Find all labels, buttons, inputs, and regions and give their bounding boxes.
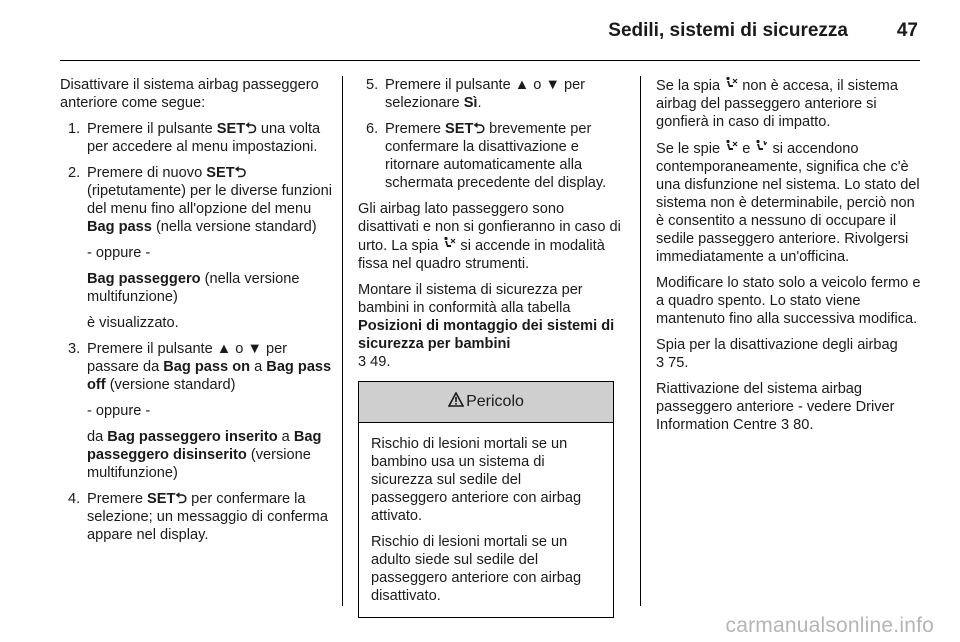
airbag-off-icon <box>442 237 456 253</box>
set-key: SET⮌ <box>216 121 257 137</box>
warning-triangle-icon <box>448 392 464 412</box>
airbag-status-text: Gli airbag lato passeggero sono disattivati e non si gonfieranno in caso di urto. La spia si accende in modalità fissa nel quadro strumenti. <box>358 201 621 272</box>
column-divider <box>640 76 641 606</box>
airbag-on-icon <box>754 140 768 156</box>
danger-body: Rischio di lesioni mortali se un bambino usa un sistema di sicurezza sul sedile del passeggero anteriore con airbag attivato. Rischio di lesioni mortali se un adulto siede sul sedile del passeggero anteriore con airbag disattivato. <box>371 436 582 604</box>
page-header <box>60 20 920 61</box>
watermark: carmanualsonline.info <box>725 614 934 637</box>
set-key: SET⮌ <box>445 121 486 137</box>
step-3: 3. Premere il pulsante ▲ o ▼ per passare da Bag pass on a Bag pass off (versione standard) - oppure - da Bag passeggero inserito a Bag passeggero disinserito (versione multifunzione) <box>68 341 332 481</box>
danger-title: Pericolo <box>466 393 524 410</box>
step-6: 6. Premere SET⮌ brevemente per confermare la disattivazione e ritornare automaticamente alla schermata precedente del display. <box>366 121 607 191</box>
step-1: 1. Premere il pulsante SET⮌ una volta per accedere al menu impostazioni. <box>68 121 321 155</box>
column-1 <box>60 76 332 552</box>
page-title: Sedili, sistemi di sicurezza <box>608 20 848 41</box>
page-reference[interactable]: 3 75. <box>656 355 689 371</box>
column-divider <box>342 76 343 606</box>
column-3: Se la spia non è accesa, il sistema airbag del passeggero anteriore si gonfierà in caso di impatto. Se le spie e si accendono contemporaneamente, significa che c'è una disfunzione nel sistema. Lo stato del sistema non è determinabile, perciò non è consentito a nessuno di occupare il sedile passeggero anteriore. Rivolgersi immediatamente a un'officina. Modificare lo stato solo a veicolo fermo e a quadro spento. Lo stato viene mantenuto fino alla successiva modifica. Spia per la disattivazione degli airbag 3 75. Riattivazione del sistema airbag passeggero anteriore - vedere Driver Information Centre 3 80. <box>656 78 921 433</box>
set-key: SET⮌ <box>206 165 247 181</box>
set-key: SET⮌ <box>147 491 188 507</box>
reference-link[interactable]: Posizioni di montaggio dei sistemi di sicurezza per bambini <box>358 318 615 352</box>
column-2 <box>358 76 624 618</box>
step-2: 2. Premere di nuovo SET⮌ (ripetutamente) per le diverse funzioni del menu fino all'opzione del menu Bag pass (nella versione standard) - oppure - Bag passeggero (nella versione multifunzione) è visualizzato. <box>68 165 332 331</box>
step-5: 5. Premere il pulsante ▲ o ▼ per selezionare Sì. <box>366 77 586 111</box>
page-reference[interactable]: 3 49. <box>358 354 391 370</box>
child-seat-reference: Montare il sistema di sicurezza per bambini in conformità alla tabella Posizioni di montaggio dei sistemi di sicurezza per bambini 3 49. <box>358 282 615 370</box>
danger-header <box>359 382 613 423</box>
airbag-off-icon <box>724 140 738 156</box>
step-4: 4. Premere SET⮌ per confermare la selezione; un messaggio di conferma appare nel display. <box>68 491 328 543</box>
page-number: 47 <box>896 20 918 41</box>
intro-text: Disattivare il sistema airbag passeggero anteriore come segue: <box>60 77 319 111</box>
airbag-off-icon <box>724 77 738 93</box>
page-reference[interactable]: 3 80. <box>780 417 814 433</box>
danger-box <box>358 381 614 618</box>
